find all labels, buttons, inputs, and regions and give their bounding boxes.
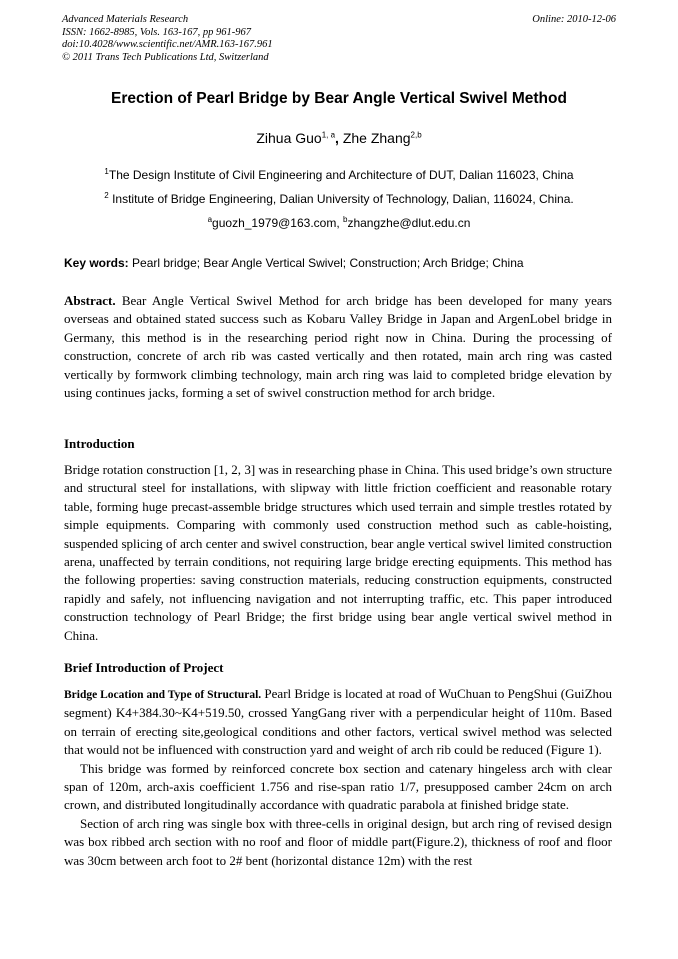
- abstract-label: Abstract.: [64, 293, 116, 308]
- author-sup: 1, a: [321, 130, 336, 140]
- runin-heading: Bridge Location and Type of Structural.: [64, 689, 262, 701]
- affiliation-sup: 2: [104, 191, 109, 200]
- email-sup: a: [207, 215, 213, 224]
- affiliation-1: [40, 167, 638, 182]
- project-paragraph-3: Section of arch ring was single box with three-cells in original design, but arch ring of revised design was box ribbed arch section with no roof and floor of middle part(Figure.2), thickness of roof and floor was 30cm between arch foot to 2# bent (horizontal distance 12m) with the rest: [64, 815, 612, 868]
- affiliation-text: Institute of Bridge Engineering, Dalian University of Technology, Dalian, 116024, China.: [112, 192, 574, 206]
- author-name: Zihua Guo: [256, 130, 322, 146]
- paper-title: Erection of Pearl Bridge by Bear Angle Vertical Swivel Method: [111, 90, 567, 107]
- keywords-text: Pearl bridge; Bear Angle Vertical Swivel; Construction; Arch Bridge; China: [132, 256, 524, 270]
- introduction-paragraph: Bridge rotation construction [1, 2, 3] was in researching phase in China. This used bridge’s own structure and structural steel for installations, with slipway with little friction coefficient and reasonable rotary table, forming huge precast-assemble bridge structures which used terrain and simple trestles rotated by simple equipments. Comparing with commonly used construction method such as cable-hoisting, suspended splicing of arch center and swivel construction, bear angle vertical swivel limited construction arena, unaffected by terrain conditions, not requiring large bridge erecting equipments. This method has the following properties: saving construction materials, reducing construction equipments, constructed rapidly and safely, not influencing navigation and not interrupting traffic, etc. This paper introduced construction technology of Pearl Bridge; the first bridge using bear angle vertical swivel method in China.: [64, 462, 612, 643]
- author-name: Zhe Zhang: [342, 130, 411, 146]
- doi-line: doi:10.4028/www.scientific.net/AMR.163-167.961: [62, 39, 273, 50]
- affiliation-2: [40, 191, 638, 206]
- email-sup: b: [343, 215, 348, 224]
- project-body: [64, 685, 612, 870]
- email-text: guozh_1979@163.com,: [212, 216, 343, 230]
- affiliation-text: The Design Institute of Civil Engineering and Architecture of DUT, Dalian 116023, China: [108, 168, 574, 182]
- project-paragraph-1: [64, 685, 612, 760]
- keywords: [64, 256, 612, 270]
- author-sup: 2,b: [410, 130, 422, 140]
- journal-name: Advanced Materials Research: [62, 14, 189, 25]
- copyright-line: © 2011 Trans Tech Publications Ltd, Switzerland: [62, 51, 269, 63]
- author-list: Zihua Guo$^{1, a}$, Zhe Zhang$^{2,b}$: [256, 130, 422, 146]
- journal-header: [62, 14, 273, 64]
- keywords-label: Key words:: [64, 256, 129, 270]
- affiliation-sup: 1: [104, 167, 109, 176]
- abstract: [64, 292, 612, 402]
- issn-line: ISSN: 1662-8985, Vols. 163-167, pp 961-967: [62, 26, 251, 38]
- project-paragraph-2: This bridge was formed by reinforced concrete box section and catenary hingeless arch with clear span of 120m, arch-axis coefficient 1.756 and rise-span ratio 1/7, presupposed camber 24cm on arch crown, and distributed longitudinally accordance with quadratic parabola at finished bridge state.: [64, 760, 612, 813]
- section-title-project: Brief Introduction of Project: [64, 660, 224, 675]
- online-date: Online: 2010-12-06: [532, 14, 616, 25]
- abstract-text: Bear Angle Vertical Swivel Method for arch bridge has been developed for many years overseas and obtained stated success such as Kobaru Valley Bridge in Japan and ArgenLobel bridge in Germany, this method is in the researching period right now in China. During the processing of construction, concrete of arch rib was casted vertically and then rotated, main arch ring was casted vertically by formwork climbing technology, main arch ring was laid to completed bridge elevation by using continues jacks, forming a set of swivel construction method for arch bridge.: [64, 293, 612, 401]
- email-line: [40, 215, 638, 230]
- paragraph-text: Pearl Bridge is located at road of WuChuan to PengShui (GuiZhou segment) K4+384.30~K4+519.50, crossed YangGang river with a perpendicular height of 110m. Based on terrain of erecting site,geological conditions and other factors, vertical swivel method was selected that would not be influenced with construction yard and weight of arch rib could be reduced (Figure 1).: [64, 686, 613, 758]
- section-title-introduction: Introduction: [64, 436, 135, 451]
- email-text: zhangzhe@dlut.edu.cn: [347, 216, 471, 230]
